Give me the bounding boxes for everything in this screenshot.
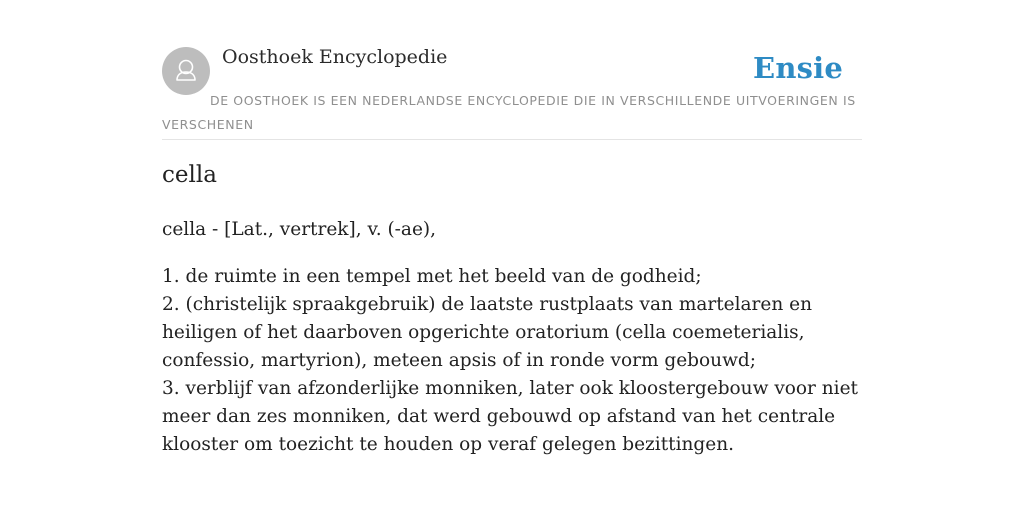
entry-lemma-line: cella - [Lat., vertrek], v. (-ae),	[162, 219, 437, 240]
avatar[interactable]	[162, 47, 210, 95]
source-header	[162, 0, 862, 140]
entry-term: cella	[162, 162, 217, 188]
definition-item: 3. verblijf van afzonderlijke monniken, later ook kloostergebouw voor niet meer dan zes monniken, dat werd gebouwd op afstand van het centrale klooster om toezicht te houden op veraf gelegen bezittingen.	[162, 378, 858, 455]
definition-list	[162, 263, 862, 459]
definition-item: 1. de ruimte in een tempel met het beeld van de godheid;	[162, 266, 702, 287]
ensie-logo-link[interactable]: Ensie	[753, 51, 843, 85]
source-description: DE OOSTHOEK IS EEN NEDERLANDSE ENCYCLOPEDIE DIE IN VERSCHILLENDE UITVOERINGEN IS VERSCHENEN	[162, 93, 856, 132]
source-title[interactable]: Oosthoek Encyclopedie	[222, 46, 448, 68]
user-icon	[162, 47, 210, 95]
page-container	[162, 0, 862, 455]
definition-item: 2. (christelijk spraakgebruik) de laatste rustplaats van martelaren en heiligen of het daarboven opgerichte oratorium (cella coemeterialis, confessio, martyrion), meteen apsis of in ronde vorm gebouwd;	[162, 294, 813, 371]
